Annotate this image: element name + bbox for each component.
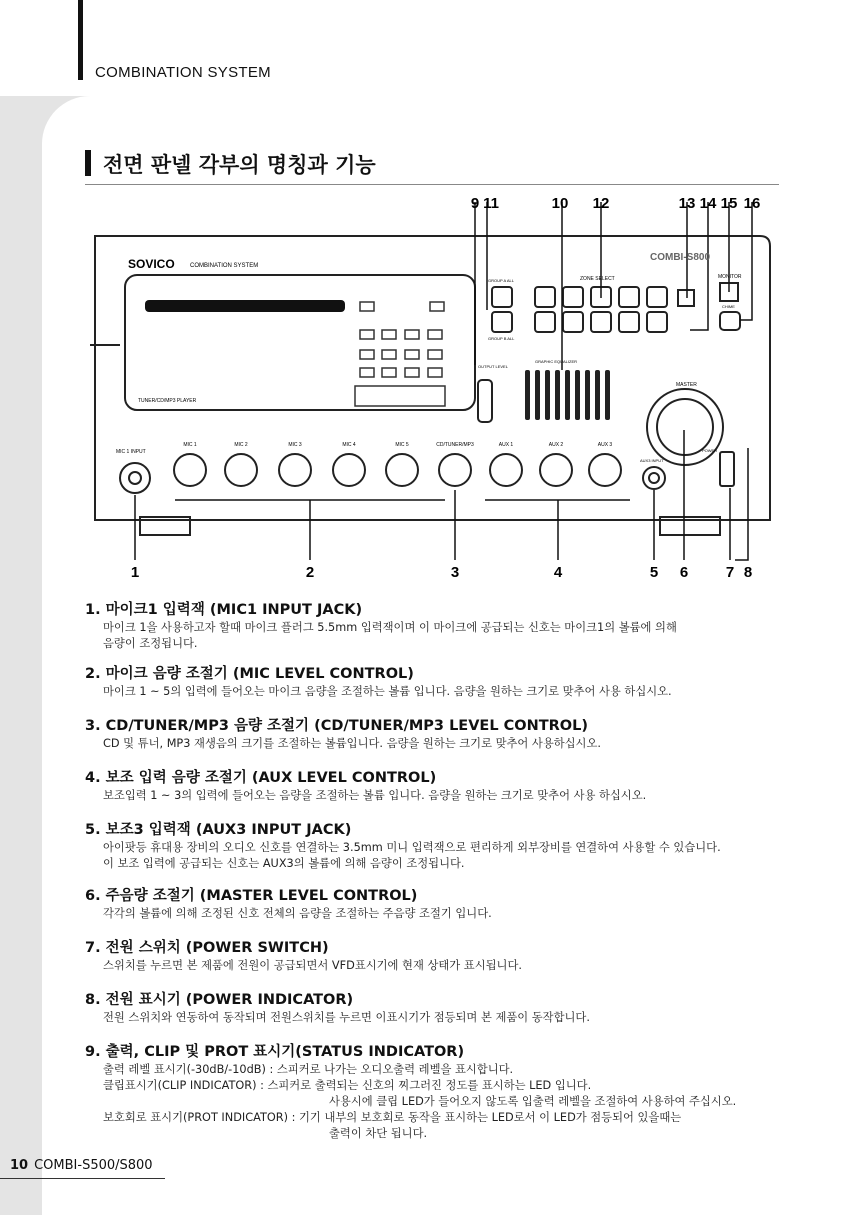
item-9 — [85, 1040, 785, 1142]
graphic-eq-label: GRAPHIC EQUALIZER — [535, 359, 578, 364]
item-text: 이 보조 입력에 공급되는 신호는 AUX3의 볼륨에 의해 음량이 조정됩니다. — [103, 857, 465, 870]
callout-number: 16 — [743, 195, 761, 212]
knob-label: CD/TUNER/MP3 — [436, 442, 474, 448]
item-text: 보호회로 표시기(PROT INDICATOR) : 기기 내부의 보호회로 동작을 표시하는 LED로서 이 LED가 점등되어 있을때는 — [103, 1111, 682, 1124]
model-label: COMBI-S800 — [650, 252, 711, 263]
callout-number: 2 — [305, 564, 315, 581]
item-heading: 7. 전원 스위치 (POWER SWITCH) — [85, 940, 329, 956]
item-text: 마이크 1 ~ 5의 입력에 들어오는 마이크 음량을 조절하는 볼륨 입니다. 음량을 원하는 크기로 맞추어 사용 하십시오. — [103, 685, 672, 698]
callout-number: 11 — [483, 195, 499, 212]
item-heading: 2. 마이크 음량 조절기 (MIC LEVEL CONTROL) — [85, 666, 414, 682]
item-text: 음량이 조정됩니다. — [103, 637, 198, 650]
knob-label: MIC 3 — [288, 442, 302, 448]
zone-select-label: ZONE SELECT — [580, 276, 615, 282]
group-b-label: GROUP B ALL — [488, 336, 515, 341]
item-4 — [85, 766, 785, 804]
item-text: 출력이 차단 됩니다. — [329, 1127, 428, 1140]
knob-label: AUX 1 — [498, 442, 514, 448]
item-text: 전원 스위치와 연동하여 동작되며 전원스위치를 누르면 이표시기가 점등되며 본 제품이 동작합니다. — [103, 1011, 590, 1024]
mic1-input-label: MIC 1 INPUT — [116, 449, 146, 455]
item-heading: 4. 보조 입력 음량 조절기 (AUX LEVEL CONTROL) — [85, 770, 437, 786]
callout-number: 3 — [450, 564, 460, 581]
item-heading: 3. CD/TUNER/MP3 음량 조절기 (CD/TUNER/MP3 LEVEL CONTROL) — [85, 718, 588, 734]
power-label: POWER — [702, 448, 718, 453]
callout-number: 15 — [720, 195, 738, 212]
item-text: 스위치를 누르면 본 제품에 전원이 공급되면서 VFD표시기에 현재 상태가 표시됩니다. — [103, 959, 522, 972]
disc-slot — [145, 300, 345, 312]
knob-label: MIC 5 — [395, 442, 409, 448]
footer — [10, 1158, 153, 1173]
callout-number: 7 — [725, 564, 735, 581]
item-1 — [85, 598, 785, 652]
callout-number: 8 — [743, 564, 753, 581]
item-text: CD 및 튜너, MP3 재생음의 크기를 조절하는 볼륨입니다. 음량을 원하는 크기로 맞추어 사용하십시오. — [103, 737, 601, 750]
knob-label: AUX 3 — [597, 442, 613, 448]
output-level-label: OUTPUT LEVEL — [478, 364, 508, 369]
callout-number: 14 — [699, 195, 717, 212]
item-text: 각각의 볼륨에 의해 조정된 신호 전체의 음량을 조절하는 주음량 조절기 입니다. — [103, 907, 492, 920]
callout-number: 13 — [678, 195, 696, 212]
callout-number: 6 — [679, 564, 689, 581]
page-number: 10 — [10, 1158, 29, 1173]
item-text: 출력 레벨 표시기(-30dB/-10dB) : 스피커로 나가는 오디오출력 레벨을 표시합니다. — [103, 1063, 514, 1076]
item-2 — [85, 662, 785, 700]
knob-label: MIC 4 — [342, 442, 356, 448]
callout-number: 5 — [649, 564, 659, 581]
player-label: TUNER/CD/MP3 PLAYER — [138, 398, 197, 404]
item-6 — [85, 884, 785, 922]
item-text: 마이크 1을 사용하고자 할때 마이크 플러그 5.5mm 입력잭이며 이 마이크에 공급되는 신호는 마이크1의 볼륨에 의해 — [103, 621, 677, 634]
section-header: COMBINATION SYSTEM — [95, 64, 271, 81]
title-divider — [85, 184, 779, 185]
cd-display-frame — [125, 275, 475, 410]
brand-logo: SOVICO — [128, 257, 175, 271]
front-panel-diagram — [0, 190, 860, 590]
item-heading: 8. 전원 표시기 (POWER INDICATOR) — [85, 992, 354, 1008]
chime-label: CHIME — [722, 304, 735, 309]
item-5 — [85, 818, 785, 872]
callouts-top — [471, 195, 761, 212]
cd-buttons — [355, 302, 445, 406]
callout-number: 1 — [130, 564, 140, 581]
knob-label: MIC 2 — [234, 442, 248, 448]
knob-label: MIC 1 — [183, 442, 197, 448]
callout-number: 9 — [470, 195, 480, 212]
knob-labels — [183, 442, 612, 448]
monitor-label: MONITOR — [718, 274, 742, 280]
panel-outline — [95, 236, 770, 520]
item-8 — [85, 988, 785, 1026]
item-text: 클립표시기(CLIP INDICATOR) : 스피커로 출력되는 신호의 찌그러진 정도를 표시하는 LED 입니다. — [103, 1079, 592, 1092]
page-title: 전면 판넬 각부의 명칭과 기능 — [103, 153, 376, 177]
group-a-label: GROUP A ALL — [488, 278, 514, 283]
device-subtitle: COMBINATION SYSTEM — [190, 263, 259, 269]
footer-line — [0, 1178, 165, 1179]
aux3-input-label: AUX3 INPUT — [640, 458, 664, 463]
knobs — [120, 454, 665, 493]
callouts-bottom — [131, 564, 752, 581]
title-marker — [85, 150, 91, 176]
footer-model: COMBI-S500/S800 — [34, 1158, 153, 1173]
knob-label: AUX 2 — [548, 442, 564, 448]
item-3 — [85, 714, 785, 752]
eq-sliders — [525, 370, 610, 420]
master-label: MASTER — [676, 382, 697, 388]
item-heading: 1. 마이크1 입력잭 (MIC1 INPUT JACK) — [85, 602, 363, 618]
item-heading: 9. 출력, CLIP 및 PROT 표시기(STATUS INDICATOR) — [85, 1044, 465, 1060]
callout-number: 10 — [551, 195, 569, 212]
callout-number: 4 — [553, 564, 563, 581]
item-text: 아이팟등 휴대용 장비의 오디오 신호를 연결하는 3.5mm 미니 입력잭으로 편리하게 외부장비를 연결하여 사용할 수 있습니다. — [103, 841, 721, 854]
header-bar — [78, 0, 83, 80]
item-heading: 6. 주음량 조절기 (MASTER LEVEL CONTROL) — [85, 888, 418, 904]
callout-number: 12 — [592, 195, 610, 212]
item-text: 사용시에 클립 LED가 들어오지 않도록 입출력 레벨을 조절하여 사용하여 주십시오. — [329, 1095, 737, 1108]
item-text: 보조입력 1 ~ 3의 입력에 들어오는 음량을 조절하는 볼륨 입니다. 음량을 원하는 크기로 맞추어 사용 하십시오. — [103, 789, 647, 802]
item-7 — [85, 936, 785, 974]
item-heading: 5. 보조3 입력잭 (AUX3 INPUT JACK) — [85, 822, 352, 838]
